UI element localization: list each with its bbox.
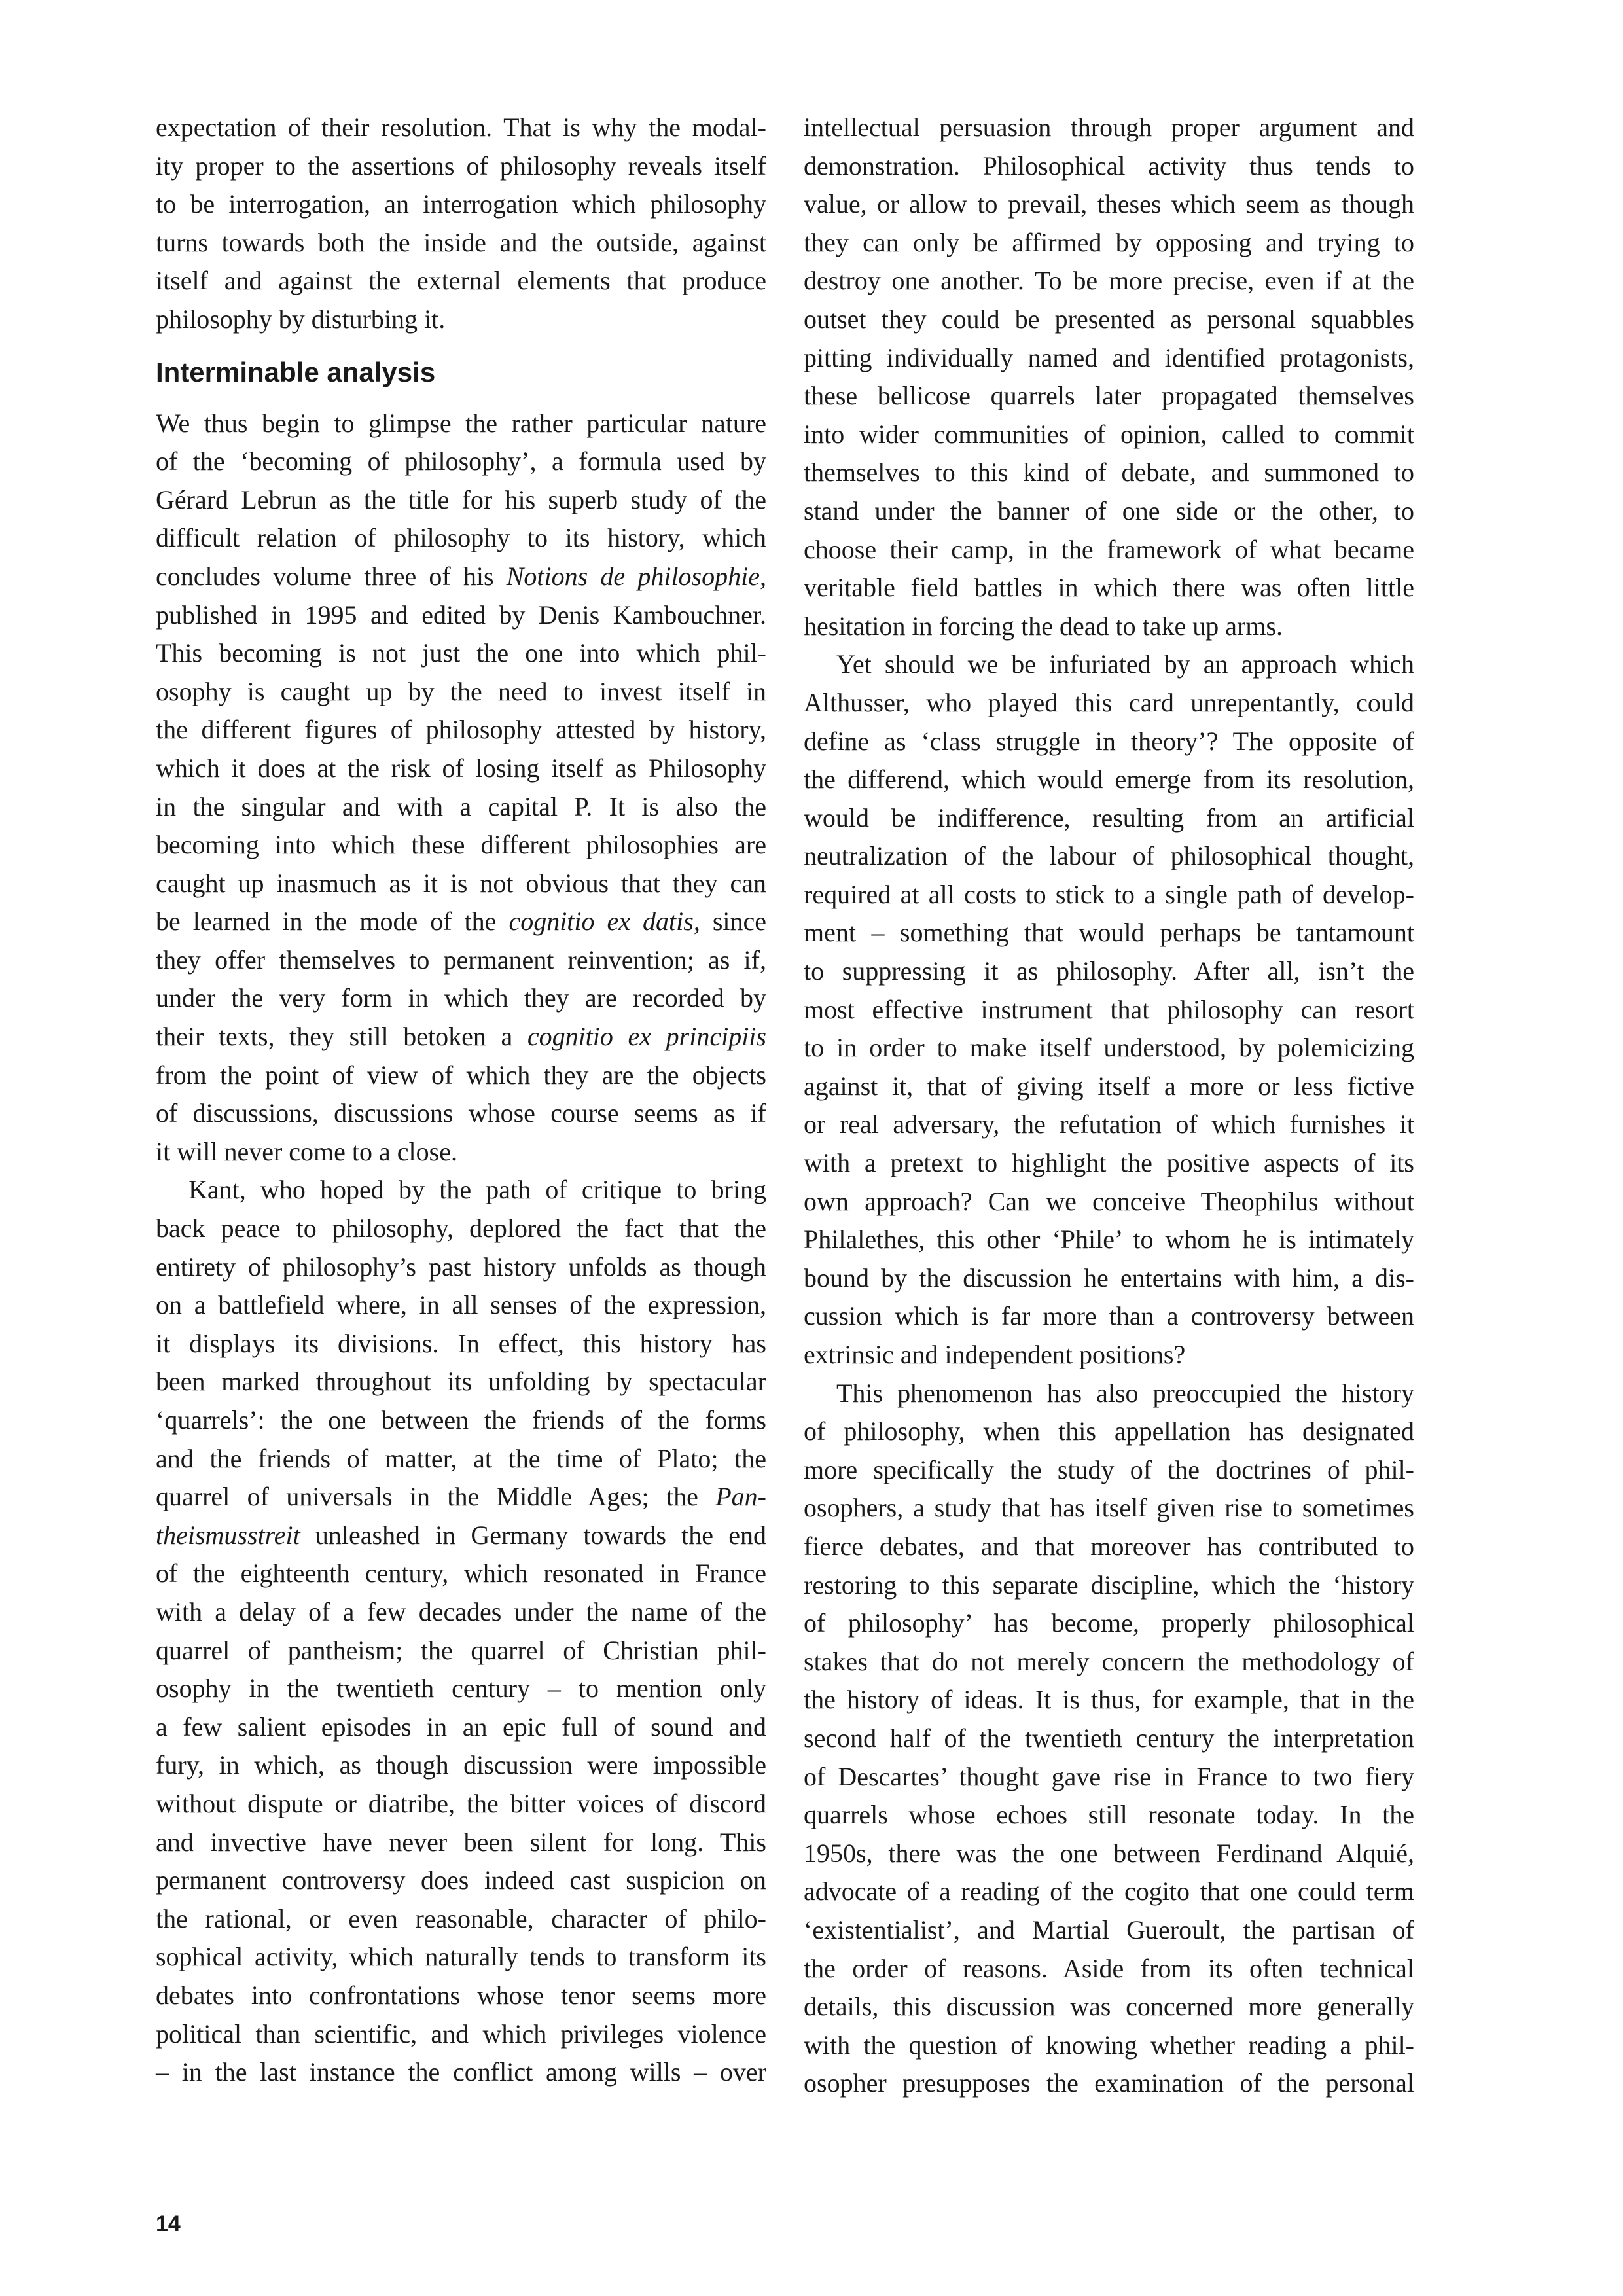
text-line <box>156 1018 766 1056</box>
text-line: it will never come to a close. <box>156 1136 457 1166</box>
text-line: second half of the twentieth century the interpretation <box>804 1723 1414 1753</box>
text-line: veritable field battles in which there was often little <box>804 573 1414 603</box>
text-line: from the point of view of which they are the objects <box>156 1060 766 1090</box>
text-line: Philalethes, this other ‘Phile’ to whom he is intimately <box>804 1225 1414 1255</box>
text-line: extrinsic and independent positions? <box>804 1340 1186 1369</box>
text-line: with a delay of a few decades under the name of the <box>156 1596 766 1626</box>
text-line: bound by the discussion he entertains with him, a dis- <box>804 1263 1414 1293</box>
text-line: with a pretext to highlight the positive aspects of its <box>804 1148 1414 1178</box>
text-line: of philosophy’ has become, properly philosophical <box>804 1608 1414 1638</box>
text-line <box>156 903 766 941</box>
text-line: it displays its divisions. In effect, this history has <box>156 1328 766 1358</box>
text-line: cussion which is far more than a controversy between <box>804 1301 1414 1331</box>
text-line: been marked throughout its unfolding by spectacular <box>156 1367 766 1397</box>
german-term: theismusstreit <box>156 1520 300 1550</box>
text-line: restoring to this separate discipline, which the ‘history <box>804 1570 1414 1600</box>
text-line: turns towards both the inside and the outside, against <box>156 227 766 257</box>
text-line: hesitation in forcing the dead to take up arms. <box>804 611 1283 641</box>
text-line: of the ‘becoming of philosophy’, a formula used by <box>156 446 766 476</box>
text-line: fierce debates, and that moreover has contributed to <box>804 1531 1414 1561</box>
text-line: We thus begin to glimpse the rather particular nature <box>156 408 766 438</box>
text-line: 1950s, there was the one between Ferdinand Alquié, <box>804 1838 1414 1868</box>
text-line: and invective have never been silent for long. This <box>156 1827 766 1857</box>
latin-term: cognitio ex datis <box>508 906 694 937</box>
text-line: against it, that of giving itself a more or less fictive <box>804 1071 1414 1101</box>
text-run: be learned in the mode of the <box>156 906 509 937</box>
text-line: neutralization of the labour of philosophical thought, <box>804 841 1414 871</box>
text-run: , <box>760 561 766 591</box>
intro-paragraph <box>156 109 766 339</box>
text-line: caught up inasmuch as it is not obvious that they can <box>156 868 766 898</box>
german-term: Pan- <box>715 1482 766 1512</box>
text-line: Yet should we be infuriated by an approach which <box>836 649 1414 679</box>
text-line: quarrels whose echoes still resonate today. In the <box>804 1800 1414 1830</box>
paragraph <box>804 109 1414 645</box>
text-line: permanent controversy does indeed cast suspicion on <box>156 1865 766 1895</box>
text-line: more specifically the study of the doctrines of phil- <box>804 1454 1414 1484</box>
text-line: in the singular and with a capital P. It is also the <box>156 791 766 821</box>
text-line: they offer themselves to permanent reinvention; as if, <box>156 944 766 975</box>
section-heading: Interminable analysis <box>156 356 436 387</box>
text-line: of Descartes’ thought gave rise in France to two fiery <box>804 1761 1414 1791</box>
text-line: back peace to philosophy, deplored the fact that the <box>156 1213 766 1244</box>
text-line: published in 1995 and edited by Denis Kambouchner. <box>156 600 766 630</box>
text-line: the order of reasons. Aside from its often technical <box>804 1953 1414 1983</box>
text-line: the rational, or even reasonable, character of philo- <box>156 1903 766 1933</box>
text-line: choose their camp, in the framework of what became <box>804 534 1414 564</box>
latin-term: cognitio ex principiis <box>527 1022 766 1052</box>
text-line: becoming into which these different philosophies are <box>156 830 766 860</box>
text-line: osophy in the twentieth century – to mention only <box>156 1674 766 1704</box>
text-line: of philosophy, when this appellation has designated <box>804 1416 1414 1446</box>
page-number: 14 <box>156 2212 181 2236</box>
text-line: osophers, a study that has itself given rise to sometimes <box>804 1493 1414 1523</box>
text-run: quarrel of universals in the Middle Ages; the <box>156 1482 716 1512</box>
text-line: philosophy by disturbing it. <box>156 304 446 334</box>
right-column <box>804 109 1414 2103</box>
text-line: osophy is caught up by the need to invest itself in <box>156 676 766 706</box>
text-line: difficult relation of philosophy to its history, which <box>156 523 766 553</box>
left-column <box>156 109 766 2092</box>
paragraph <box>156 404 766 1172</box>
text-line <box>156 1478 766 1516</box>
text-line: debates into confrontations whose tenor seems more <box>156 1980 766 2010</box>
paragraph <box>804 645 1414 1374</box>
text-line: entirety of philosophy’s past history unfolds as though <box>156 1251 766 1282</box>
text-line: value, or allow to prevail, theses which seem as though <box>804 189 1414 219</box>
text-run: unleashed in Germany towards the end <box>300 1520 766 1550</box>
text-line: destroy one another. To be more precise, even if at the <box>804 266 1414 296</box>
text-line: with the question of knowing whether reading a phil- <box>804 2030 1414 2060</box>
text-line: pitting individually named and identified protagonists, <box>804 342 1414 372</box>
text-line: on a battlefield where, in all senses of the expression, <box>156 1290 766 1320</box>
text-line: outset they could be presented as personal squabbles <box>804 304 1414 334</box>
text-line: and the friends of matter, at the time of Plato; the <box>156 1443 766 1473</box>
text-line: stakes that do not merely concern the methodology of <box>804 1646 1414 1676</box>
text-line: or real adversary, the refutation of which furnishes it <box>804 1109 1414 1139</box>
paragraph <box>156 1171 766 2091</box>
text-line: quarrel of pantheism; the quarrel of Christian phil- <box>156 1635 766 1665</box>
text-line <box>156 1516 766 1555</box>
text-line: own approach? Can we conceive Theophilus without <box>804 1186 1414 1216</box>
text-line: – in the last instance the conflict among wills – over <box>156 2057 766 2087</box>
text-line: the differend, which would emerge from its resolution, <box>804 764 1414 795</box>
text-line: they can only be affirmed by opposing and trying to <box>804 227 1414 257</box>
text-line: ‘existentialist’, and Martial Gueroult, the partisan of <box>804 1914 1414 1945</box>
text-line: advocate of a reading of the cogito that one could term <box>804 1876 1414 1907</box>
text-line: which it does at the risk of losing itself as Philosophy <box>156 753 766 783</box>
text-line: to suppressing it as philosophy. After all, isn’t the <box>804 956 1414 986</box>
paragraph <box>804 1374 1414 2103</box>
text-line: of discussions, discussions whose course seems as if <box>156 1098 766 1128</box>
text-run: their texts, they still betoken a <box>156 1022 527 1052</box>
text-line: a few salient episodes in an epic full of sound and <box>156 1712 766 1742</box>
text-line: would be indifference, resulting from an artificial <box>804 802 1414 833</box>
text-line: to in order to make itself understood, by polemicizing <box>804 1033 1414 1063</box>
text-line: Gérard Lebrun as the title for his superb study of the <box>156 484 766 514</box>
text-line: This becoming is not just the one into which phil- <box>156 638 766 668</box>
text-line: intellectual persuasion through proper argument and <box>804 113 1414 142</box>
text-line: osopher presupposes the examination of the personal <box>804 2068 1414 2098</box>
text-line: sophical activity, which naturally tends to transform its <box>156 1942 766 1972</box>
text-line: required at all costs to stick to a single path of develop- <box>804 879 1414 909</box>
text-line: into wider communities of opinion, called to commit <box>804 419 1414 449</box>
text-line: to be interrogation, an interrogation which philosophy <box>156 189 766 219</box>
text-line: ity proper to the assertions of philosophy reveals itself <box>156 151 766 181</box>
text-line: details, this discussion was concerned more generally <box>804 1992 1414 2022</box>
text-line: of the eighteenth century, which resonated in France <box>156 1558 766 1588</box>
text-line: political than scientific, and which privileges violence <box>156 2018 766 2049</box>
text-line: define as ‘class struggle in theory’? The opposite of <box>804 726 1414 756</box>
text-line: expectation of their resolution. That is why the modal- <box>156 113 766 142</box>
text-line: most effective instrument that philosophy can resort <box>804 994 1414 1024</box>
text-line: ment – something that would perhaps be tantamount <box>804 918 1414 948</box>
text-line: ‘quarrels’: the one between the friends of the forms <box>156 1405 766 1435</box>
text-run: , since <box>693 906 767 937</box>
text-line: under the very form in which they are recorded by <box>156 983 766 1013</box>
text-line: stand under the banner of one side or the other, to <box>804 495 1414 526</box>
text-line: itself and against the external elements that produce <box>156 266 766 296</box>
text-line: the different figures of philosophy attested by history, <box>156 715 766 745</box>
text-run: concludes volume three of his <box>156 561 507 591</box>
text-line: these bellicose quarrels later propagated themselves <box>804 381 1414 411</box>
text-line: Althusser, who played this card unrepentantly, could <box>804 687 1414 717</box>
book-title: Notions de philosophie <box>506 561 760 591</box>
text-line: demonstration. Philosophical activity thus tends to <box>804 151 1414 181</box>
text-line: This phenomenon has also preoccupied the history <box>836 1378 1414 1408</box>
text-line: the history of ideas. It is thus, for example, that in the <box>804 1685 1414 1715</box>
text-line: Kant, who hoped by the path of critique to bring <box>188 1175 766 1205</box>
text-line <box>156 558 766 596</box>
text-line: fury, in which, as though discussion were impossible <box>156 1750 766 1780</box>
text-line: without dispute or diatribe, the bitter voices of discord <box>156 1788 766 1818</box>
text-line: themselves to this kind of debate, and summoned to <box>804 457 1414 488</box>
